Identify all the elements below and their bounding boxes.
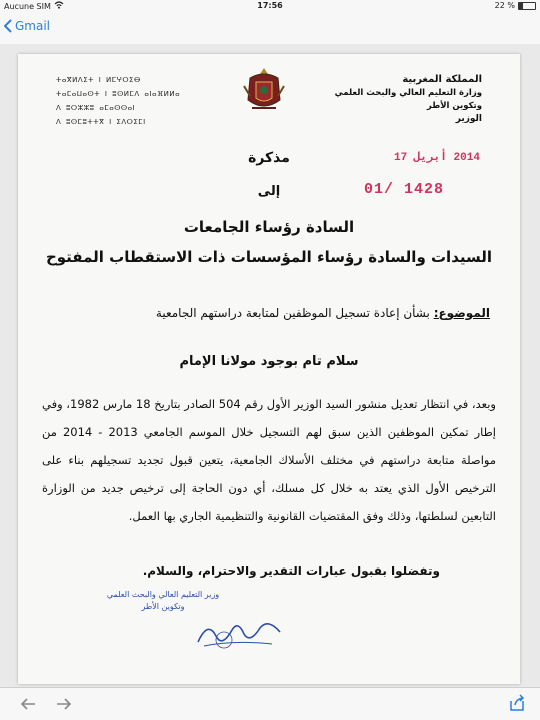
greeting: سلام تام بوجود مولانا الإمام	[179, 354, 359, 369]
letter-page	[18, 54, 520, 684]
battery-level	[519, 3, 523, 9]
arrow-left-icon	[20, 697, 36, 711]
signature-icon	[194, 614, 284, 658]
header-ministry: وزارة التعليم العالي والبحث العلمي	[334, 88, 482, 98]
subject-line	[156, 306, 490, 320]
share-icon	[508, 694, 526, 712]
back-button[interactable]	[4, 19, 50, 33]
arrow-right-icon	[56, 697, 72, 711]
subject-label: الموضوع:	[433, 306, 490, 320]
carrier-label: Aucune SIM	[4, 1, 51, 11]
back-arrow-button[interactable]	[20, 696, 36, 715]
chevron-left-icon	[4, 19, 12, 33]
addressee-line-1: السادة رؤساء الجامعات	[183, 218, 355, 236]
battery-percent: 22 %	[494, 1, 515, 10]
tifinagh-line: ⴷ ⵓⵔⵣⵣⵓ ⴰⵎⴰⵙⵙⴰⵏ	[56, 104, 136, 112]
memo-title: مذكرة	[248, 150, 290, 166]
tifinagh-line: ⴷ ⵓⵙⵎⵓⵜⵜⴳ ⵏ ⵉⴷⵔⵉⵎⵏ	[56, 118, 146, 126]
date-stamp: 2014 أبريل 17	[394, 152, 480, 164]
tifinagh-line: ⵜⴰⵎⴰⵡⴰⵙⵜ ⵏ ⵓⵙⵍⵎⴷ ⴰⵏⴰⴼⵍⵍⴰ	[56, 90, 181, 98]
signature-title-1: وزير التعليم العالي والبحث العلمي	[106, 590, 220, 599]
header-training: وتكوين الأطر	[426, 101, 482, 111]
battery-icon	[518, 2, 536, 10]
status-right	[495, 1, 536, 10]
to-word: إلى	[257, 184, 281, 199]
reference-number-stamp: 01/ 1428	[364, 181, 445, 198]
clock: 17:56	[257, 1, 283, 10]
closing-line: وتفضلوا بقبول عبارات التقدير والاحترام، والسلام.	[142, 564, 440, 578]
status-bar	[0, 0, 540, 12]
tifinagh-line: ⵜⴰⴳⵍⴷⵉⵜ ⵏ ⵍⵎⵖⵔⵉⴱ	[56, 76, 141, 84]
coat-of-arms-icon	[242, 66, 286, 120]
navigation-bar	[0, 12, 540, 45]
bottom-toolbar	[0, 687, 540, 720]
document-viewer[interactable]	[0, 44, 540, 688]
share-button[interactable]	[508, 694, 526, 716]
signature-title-2: وتكوين الأطر	[141, 602, 185, 611]
subject-text: بشأن إعادة تسجيل الموظفين لمتابعة دراستهم الجامعية	[155, 306, 430, 320]
header-kingdom: المملكة المغربية	[402, 74, 482, 85]
back-label: Gmail	[15, 19, 51, 33]
forward-arrow-button[interactable]	[56, 696, 72, 715]
addressee-line-2: السيدات والسادة رؤساء المؤسسات ذات الاستقطاب المفتوح	[45, 248, 493, 266]
header-minister: الوزير	[455, 114, 482, 124]
body-paragraph: وبعد، في انتظار تعديل منشور السيد الوزير الأول رقم 504 الصادر بتاريخ 18 مارس 1982، وفي إطار تمكين الموظفين الذين سبق لهم التسجيل خلال الموسم الجامعي 2013 - 2014 من مواصلة متابعة دراستهم في مختلف الأسلاك الجامعية، يتعين قبول تجديد تسجيلهم بناء على الترخيص الأول الذي يعتد به خلال كل مسلك، أي دون الحاجة إلى ترخيص جديد من الوزارة التابعين لسلطتها، وذلك وفق المقتضيات القانونية والتنظيمية الجاري بها العمل.	[42, 397, 496, 523]
